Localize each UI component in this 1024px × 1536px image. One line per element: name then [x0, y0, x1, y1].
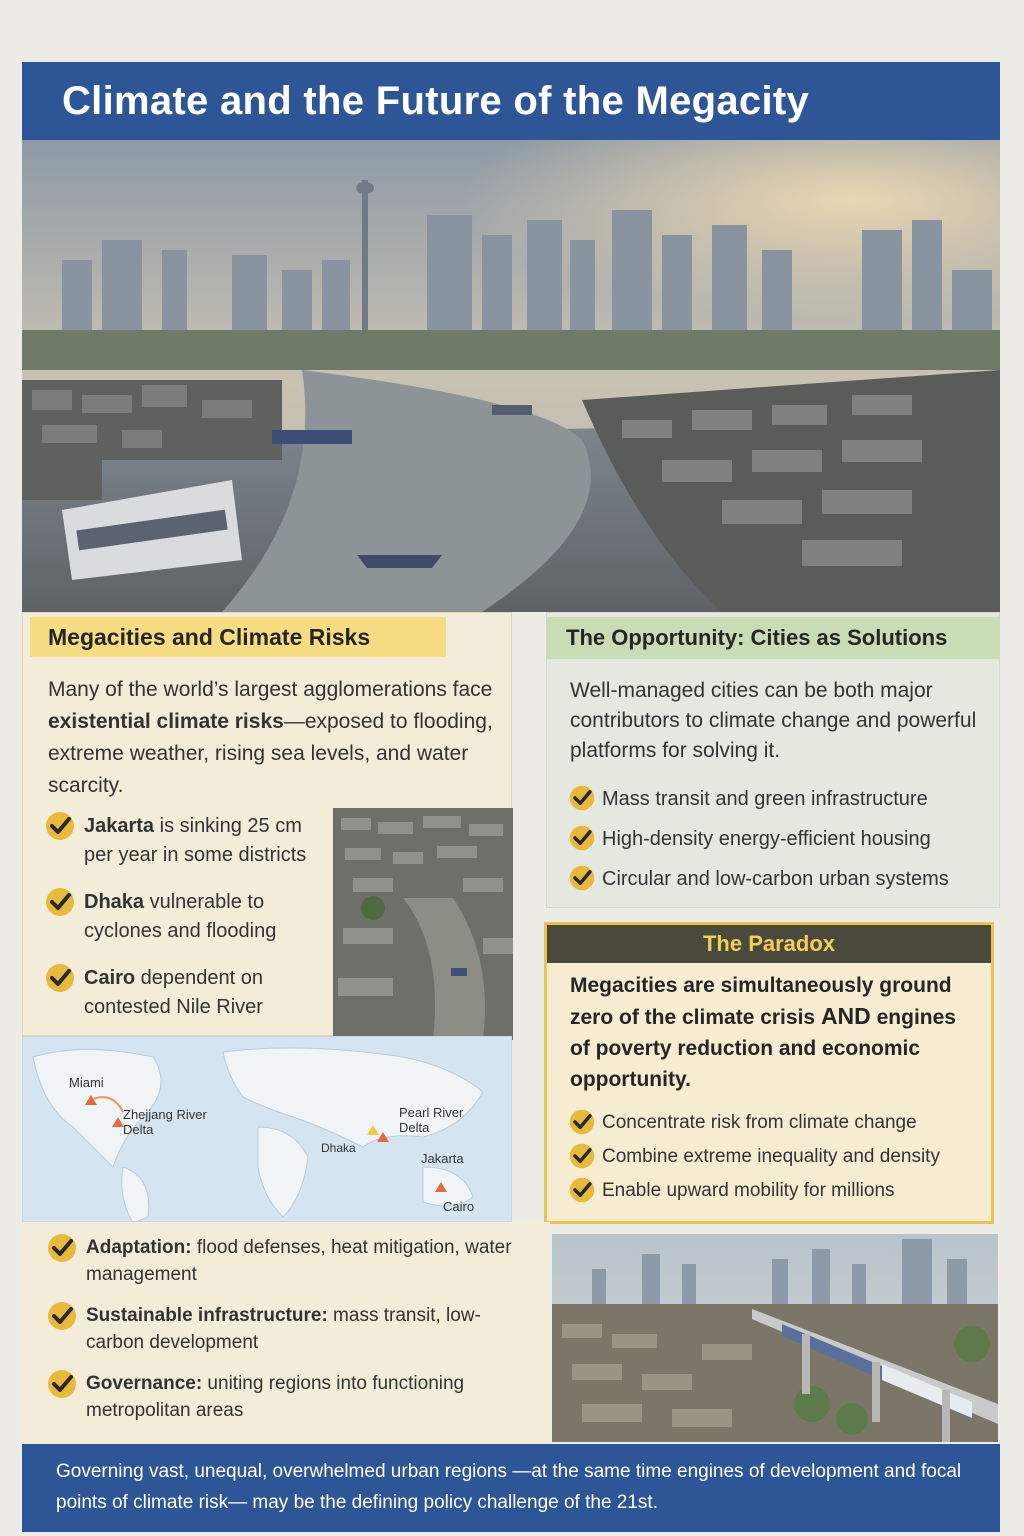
- opportunity-header: [546, 617, 1000, 659]
- paradox-item-text: Enable upward mobility for millions: [602, 1180, 895, 1201]
- paradox-header: [547, 925, 991, 963]
- list-item: [44, 812, 334, 870]
- city-risk-text: vulnerable to cyclones and flooding: [84, 891, 277, 942]
- paradox-list: [568, 1106, 988, 1208]
- map-label-cairo: Cairo: [443, 1199, 475, 1214]
- paradox-and: AND: [820, 1003, 871, 1029]
- intro-text-end: —exposed to flooding, extreme weather, rising sea levels, and water scarcity.: [48, 710, 493, 797]
- check-icon: [46, 1368, 78, 1400]
- paradox-text: [570, 970, 980, 1095]
- response-text: mass transit, low-carbon development: [86, 1305, 481, 1353]
- title-bar: [22, 62, 1000, 140]
- map-label-zhejiang: Zhejjang River Delta: [123, 1107, 207, 1137]
- list-item: [46, 1234, 526, 1288]
- paradox-heading: The Paradox: [702, 931, 836, 956]
- opportunity-item-text: Circular and low-carbon urban systems: [602, 867, 949, 890]
- paradox-item-text: Combine extreme inequality and density: [602, 1146, 940, 1167]
- check-icon: [568, 1176, 596, 1204]
- response-label: Adaptation:: [86, 1237, 192, 1258]
- list-item: [568, 1106, 988, 1140]
- city-risk-text: dependent on contested Nile River: [84, 967, 264, 1018]
- response-label: Sustainable infrastructure:: [86, 1305, 328, 1326]
- list-item: [44, 964, 334, 1022]
- page-title: Climate and the Future of the Megacity: [62, 78, 810, 123]
- list-item: [568, 1174, 988, 1208]
- check-icon: [568, 824, 596, 852]
- list-item: [568, 784, 988, 814]
- check-icon: [46, 1232, 78, 1264]
- map-label-dhaka: Dhaka: [321, 1141, 356, 1155]
- check-icon: [44, 962, 76, 994]
- paradox-item-text: Concentrate risk from climate change: [602, 1112, 917, 1133]
- paradox-text-end: engines of poverty reduction and economic opportunity.: [570, 1006, 956, 1091]
- check-icon: [568, 864, 596, 892]
- climate-risks-heading: Megacities and Climate Risks: [48, 623, 371, 650]
- elevated-train-photo: [552, 1234, 998, 1442]
- city-name: Dhaka: [84, 891, 145, 913]
- climate-risks-intro: [48, 674, 498, 802]
- check-icon: [568, 1108, 596, 1136]
- paradox-text-start: Megacities are simultaneously ground zero of the climate crisis: [570, 974, 952, 1029]
- check-icon: [568, 1142, 596, 1170]
- intro-text-start: Many of the world’s largest agglomerations face: [48, 678, 493, 701]
- opportunity-item-text: High-density energy-efficient housing: [602, 827, 931, 850]
- list-item: [568, 864, 988, 894]
- response-label: Governance:: [86, 1373, 203, 1394]
- list-item: [568, 1140, 988, 1174]
- city-risk-text: is sinking 25 cm per year in some districts: [84, 815, 307, 866]
- check-icon: [568, 784, 596, 812]
- city-name: Cairo: [84, 967, 136, 989]
- city-name: Jakarta: [84, 815, 155, 837]
- footer-text: Governing vast, unequal, overwhelmed urban regions —at the same time engines of development and focal points of climate risk— may be the defining policy challenge of the 21st.: [56, 1461, 962, 1513]
- opportunity-text: Well-managed cities can be both major contributors to climate change and powerful platforms for solving it.: [570, 679, 977, 762]
- map-label-jakarta: Jakarta: [421, 1151, 464, 1166]
- list-item: [46, 1302, 526, 1356]
- opportunity-item-text: Mass transit and green infrastructure: [602, 787, 928, 810]
- city-risk-list: [44, 812, 334, 1040]
- responses-list: [46, 1234, 526, 1438]
- response-text: flood defenses, heat mitigation, water management: [86, 1237, 512, 1285]
- world-map: [22, 1036, 512, 1222]
- check-icon: [44, 886, 76, 918]
- opportunity-list: [568, 784, 988, 904]
- footer-banner: [22, 1444, 1000, 1532]
- hero-image-flooded-megacity: [22, 140, 1000, 612]
- list-item: [568, 824, 988, 854]
- flooded-district-photo: [333, 808, 513, 1040]
- check-icon: [46, 1300, 78, 1332]
- response-text: uniting regions into functioning metropolitan areas: [86, 1373, 465, 1421]
- intro-text-bold: existential climate risks: [48, 710, 284, 733]
- check-icon: [44, 810, 76, 842]
- climate-risks-header: [30, 617, 446, 657]
- map-label-miami: Miami: [69, 1075, 104, 1090]
- map-label-pearl-river: Pearl River Delta: [399, 1105, 464, 1135]
- list-item: [46, 1370, 526, 1424]
- opportunity-heading: The Opportunity: Cities as Solutions: [566, 625, 948, 650]
- list-item: [44, 888, 334, 946]
